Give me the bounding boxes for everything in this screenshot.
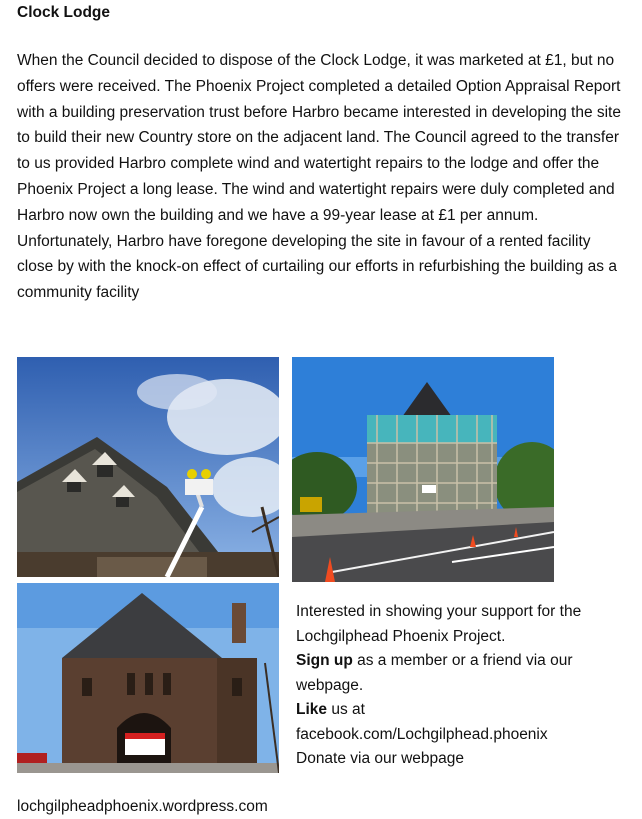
- signup-line-2: webpage.: [296, 676, 364, 694]
- website-link[interactable]: lochgilpheadphoenix.wordpress.com: [17, 798, 268, 815]
- page-title: Clock Lodge: [17, 4, 111, 21]
- like-line: [296, 698, 631, 723]
- support-block: [296, 600, 631, 772]
- support-line: Interested in showing your support for the: [296, 603, 582, 620]
- clock-lodge-photo: [17, 583, 279, 773]
- facebook-link[interactable]: facebook.com/Lochgilphead.phoenix: [296, 725, 548, 743]
- like-text: us at: [327, 701, 365, 718]
- roof-repair-photo: [17, 357, 279, 577]
- scaffolding-photo: [292, 357, 554, 582]
- support-line: Lochgilphead Phoenix Project.: [296, 627, 506, 645]
- donate-line: Donate via our webpage: [296, 750, 465, 767]
- signup-text: as a member or a friend via our: [352, 652, 573, 669]
- signup-line: [296, 649, 631, 674]
- signup-label: Sign up: [296, 652, 353, 669]
- like-label: Like: [296, 701, 328, 718]
- body-paragraph: When the Council decided to dispose of the Clock Lodge, it was marketed at £1, but no offers were received. The Phoenix Project completed a detailed Option Appraisal Report with a building preservation trust before Harbro became interested in developing the site to build their new Country store on the adjacent land. The Council agreed to the transfer to us provided Harbro complete wind and watertight repairs to the lodge and offer the Phoenix Project a long lease. The wind and watertight repairs were duly completed and Harbro now own the building and we have a 99-year lease at £1 per annum. Unfortunately, Harbro have foregone developing the site in favour of a rented facility close by with the knock-on effect of curtailing our efforts in refurbishing the building as a community facility: [17, 52, 621, 302]
